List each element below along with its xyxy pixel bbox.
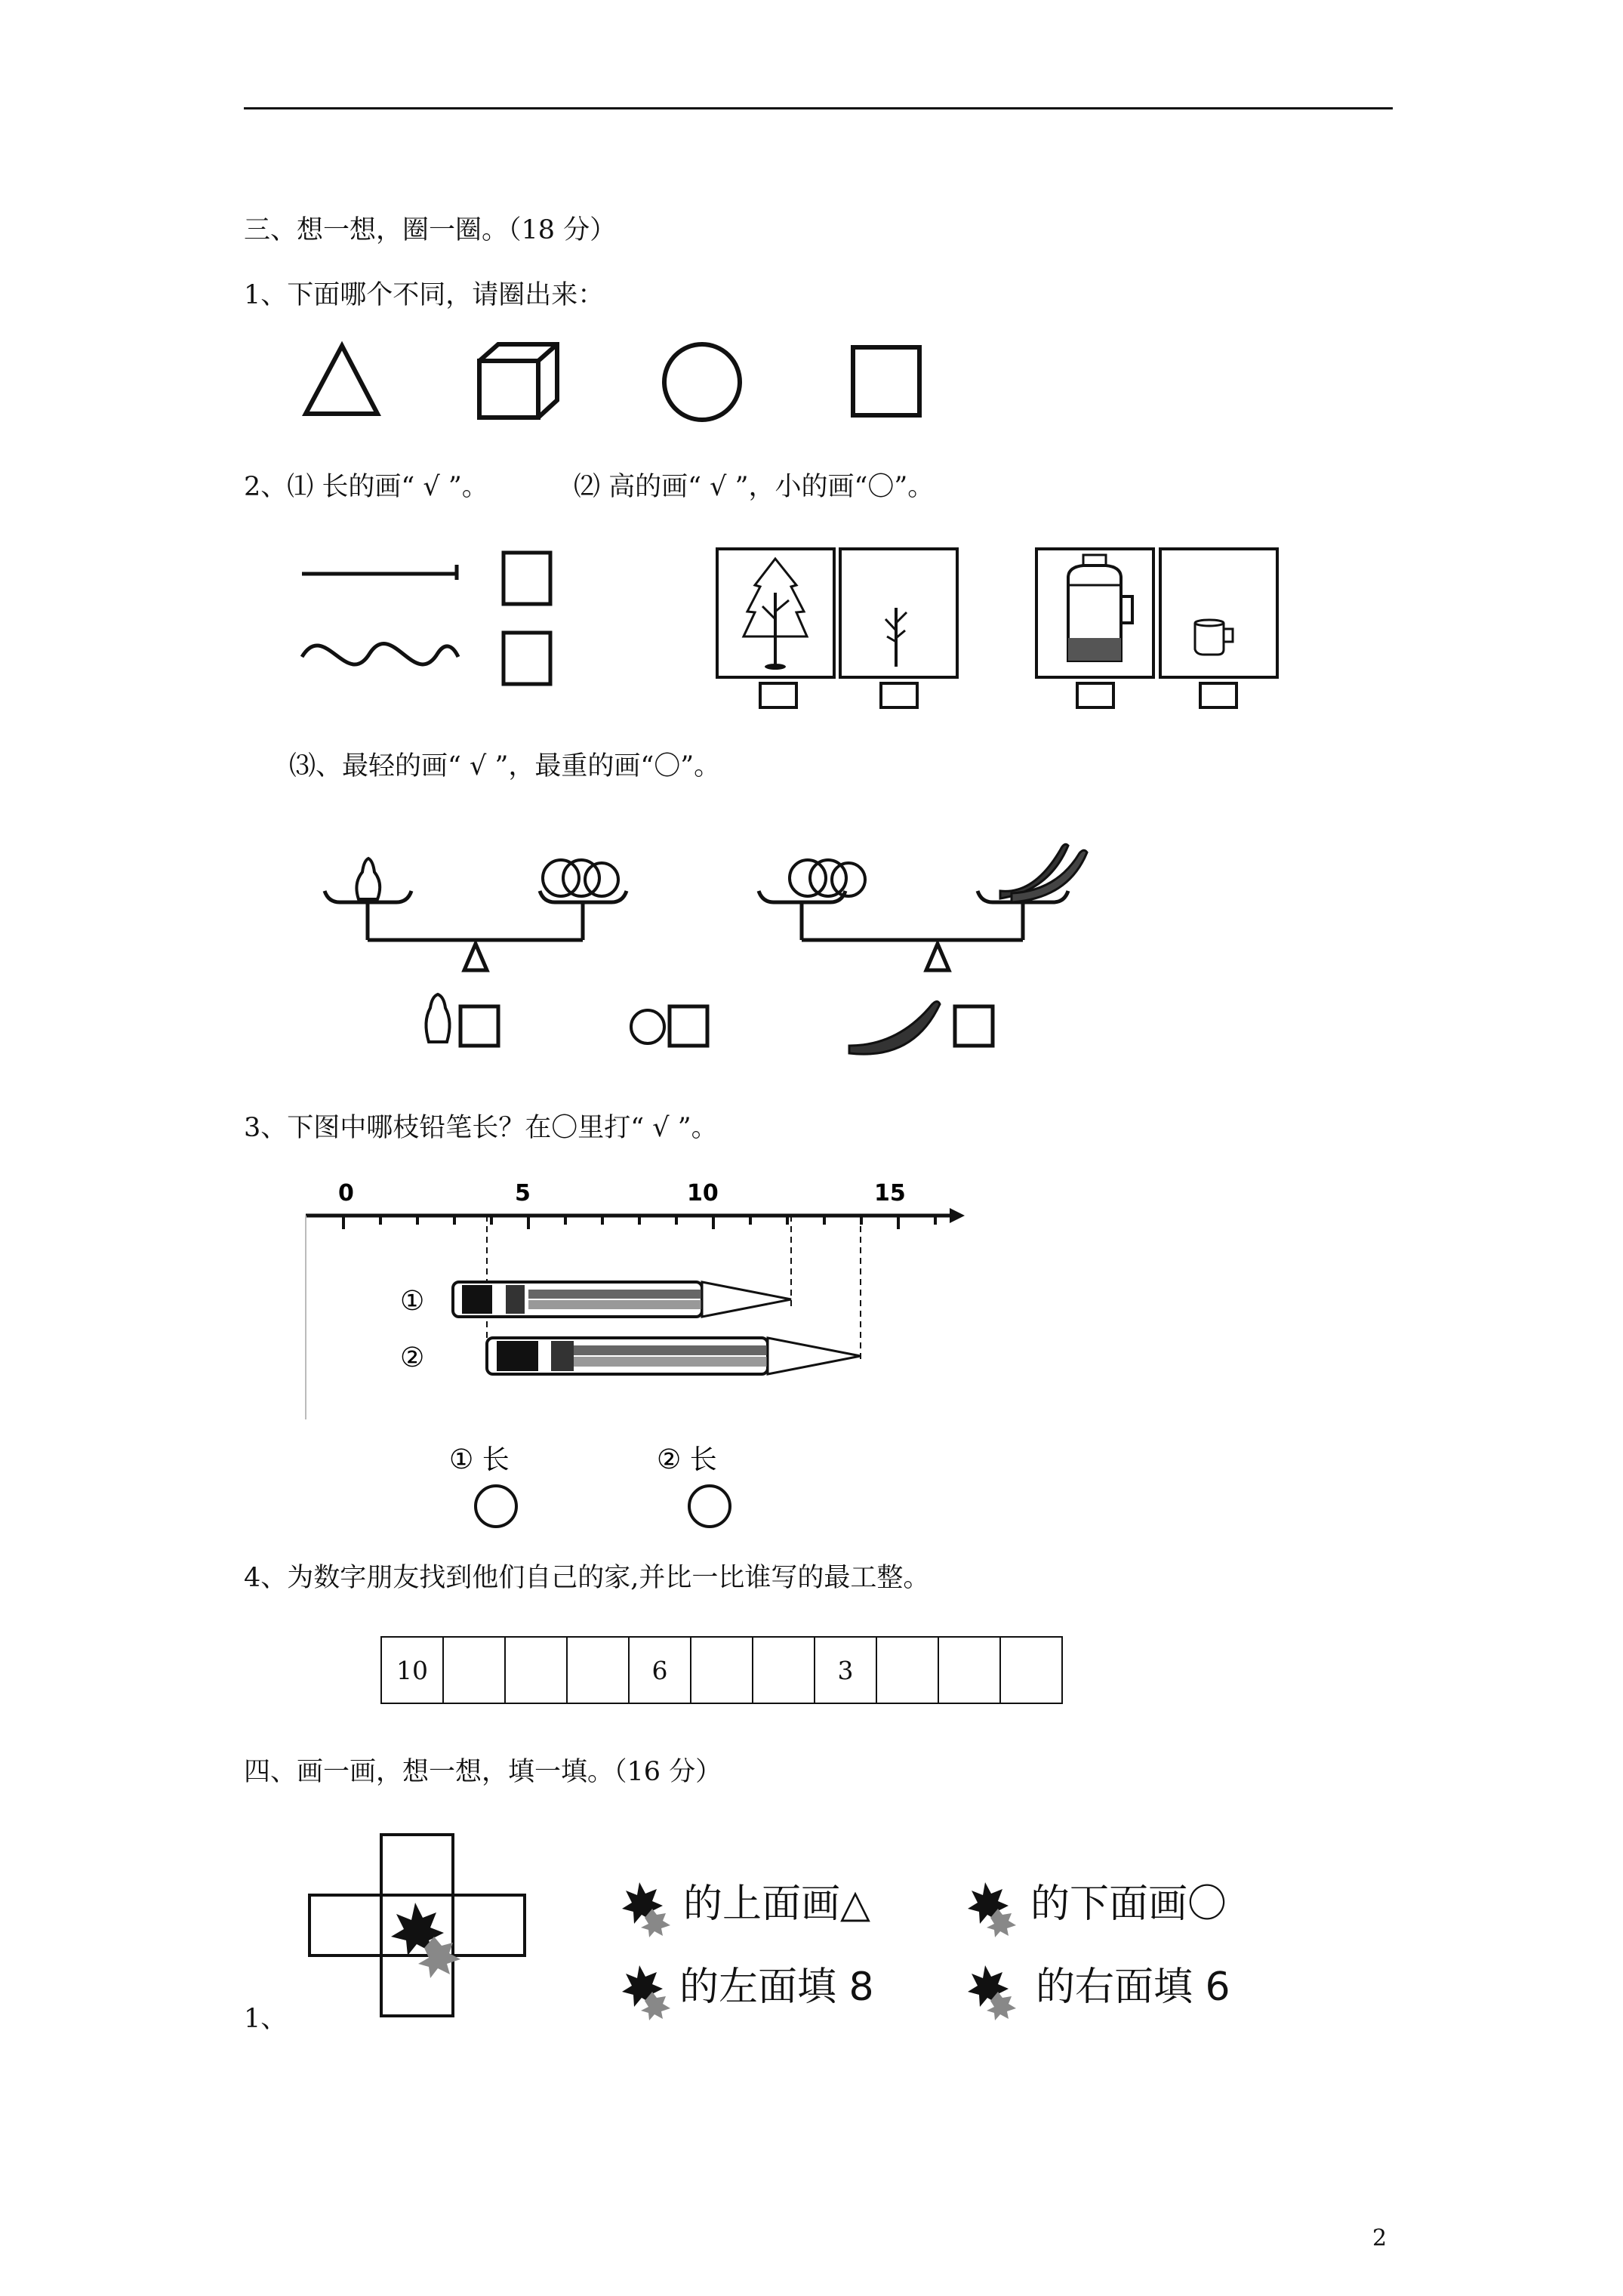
number-cell[interactable]	[1000, 1637, 1062, 1703]
section4-q1-label: 1、	[244, 2004, 288, 2034]
q1-text: 1、下面哪个不同，请圈出来：	[244, 280, 605, 310]
pencil-1-label: ①	[400, 1286, 425, 1317]
cube-shape[interactable]	[479, 344, 557, 418]
instruction-below: 的下面画〇	[1030, 1881, 1227, 1927]
q2-part2-text: ⑵ 高的画“ √ ”，小的画“〇”。	[574, 472, 935, 502]
instruction-left: 的左面填 8	[679, 1965, 874, 2010]
thermos-picture	[1036, 549, 1153, 677]
number-cell[interactable]: 3	[815, 1637, 876, 1703]
maple-leaf-icon	[966, 1962, 1019, 2014]
header-rule	[244, 107, 1393, 109]
instruction-above: 的上面画△	[683, 1881, 870, 1927]
answer-box-wavy[interactable]	[504, 633, 550, 684]
answer-box-small-tree[interactable]	[881, 683, 917, 707]
number-cell[interactable]	[505, 1637, 567, 1703]
instruction-right: 的右面填 6	[1036, 1965, 1230, 2010]
pencil-2	[487, 1338, 861, 1374]
ruler-tick-0: 0	[338, 1180, 354, 1207]
section3-heading: 三、想一想，圈一圈。（18 分）	[244, 215, 617, 245]
page-number: 2	[1372, 2225, 1387, 2251]
maple-leaf-icon	[391, 1903, 460, 1978]
lines-comparison	[298, 544, 562, 695]
number-cell[interactable]	[876, 1637, 938, 1703]
circle-shape[interactable]	[664, 344, 740, 420]
number-row-table	[380, 1636, 1063, 1704]
answer-box-orange[interactable]	[670, 1006, 707, 1046]
pear-icon	[426, 994, 449, 1042]
number-cell[interactable]	[443, 1637, 505, 1703]
number-cell[interactable]	[938, 1637, 1000, 1703]
pear-on-pan	[356, 858, 380, 899]
answer-box-straight[interactable]	[504, 553, 550, 604]
pencil-1	[453, 1282, 791, 1317]
answer-label-1: ① 长	[449, 1444, 510, 1475]
ruler-tick-5: 5	[515, 1180, 531, 1207]
square-shape[interactable]	[853, 347, 919, 415]
maple-leaf-icon	[621, 1878, 673, 1931]
balance-scales	[317, 819, 1163, 1068]
triangle-shape[interactable]	[306, 346, 377, 414]
right-balance-scale	[759, 844, 1087, 970]
small-tree-picture	[840, 549, 957, 677]
answer-label-2: ② 长	[657, 1444, 717, 1475]
wavy-line	[302, 644, 458, 665]
pencil-2-label: ②	[400, 1342, 425, 1373]
orange-icon	[631, 1010, 664, 1043]
shapes-row	[294, 338, 936, 429]
answer-box-banana[interactable]	[955, 1006, 993, 1046]
answer-box-pear[interactable]	[460, 1006, 498, 1046]
section4-heading: 四、画一画，想一想，填一填。（16 分）	[244, 1757, 722, 1787]
answer-circle-2[interactable]	[689, 1486, 730, 1527]
number-cell[interactable]	[753, 1637, 815, 1703]
banana-icon	[849, 1002, 940, 1055]
answer-box-thermos[interactable]	[1077, 683, 1113, 707]
maple-leaf-icon	[966, 1878, 1019, 1931]
answer-box-tall-tree[interactable]	[760, 683, 796, 707]
answer-box-cup[interactable]	[1200, 683, 1236, 707]
grid-cell-top[interactable]	[381, 1835, 453, 1895]
number-cell[interactable]	[567, 1637, 629, 1703]
q2-part1-text: 2、⑴ 长的画“ √ ”。	[244, 472, 488, 502]
q4-text: 4、为数字朋友找到他们自己的家,并比一比谁写的最工整。	[244, 1563, 930, 1593]
ruler-tick-10: 10	[687, 1180, 719, 1207]
number-row	[381, 1637, 1062, 1703]
grid-cell-right[interactable]	[453, 1895, 525, 1955]
number-cell[interactable]	[691, 1637, 753, 1703]
cross-grid-figure	[302, 1831, 544, 2027]
number-cell[interactable]: 6	[629, 1637, 691, 1703]
cup-picture	[1160, 549, 1277, 677]
maple-leaf-icon	[621, 1962, 673, 2014]
q2-part3-text: ⑶、最轻的画“ √ ”，最重的画“〇”。	[289, 751, 721, 781]
left-balance-scale	[325, 858, 627, 970]
ruler-tick-15: 15	[874, 1180, 906, 1207]
grid-cell-left[interactable]	[310, 1895, 381, 1955]
pictures-comparison	[713, 547, 1332, 713]
answer-circle-1[interactable]	[476, 1486, 516, 1527]
pencil-ruler-figure	[302, 1170, 966, 1533]
number-cell[interactable]: 10	[381, 1637, 443, 1703]
tall-tree-picture	[717, 549, 834, 677]
orange-on-pan	[543, 860, 579, 896]
q3-text: 3、下图中哪枝铅笔长？在〇里打“ √ ”。	[244, 1113, 718, 1143]
